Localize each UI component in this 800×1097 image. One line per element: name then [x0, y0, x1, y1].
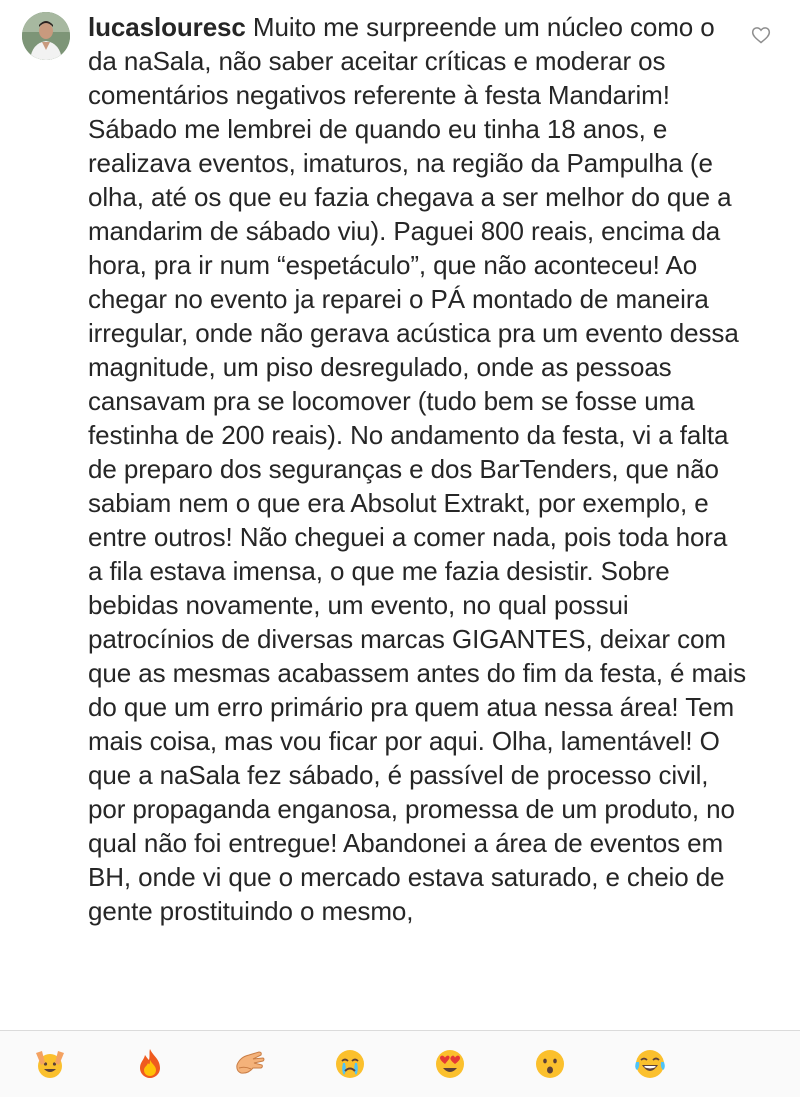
- surprised-face-emoji-icon[interactable]: [533, 1047, 567, 1081]
- heart-eyes-emoji-icon[interactable]: [433, 1047, 467, 1081]
- comment-username[interactable]: lucaslouresc: [88, 12, 246, 42]
- fire-emoji-icon[interactable]: [133, 1047, 167, 1081]
- tears-of-joy-emoji-icon[interactable]: [633, 1047, 667, 1081]
- emoji-reaction-bar: [0, 1031, 800, 1097]
- clapping-hands-emoji-icon[interactable]: [233, 1047, 267, 1081]
- avatar-image: [22, 12, 70, 60]
- comment-body: Muito me surpreende um núcleo como o da naSala, não saber aceitar críticas e moderar os comentários negativos referente à festa Mandarim! Sábado me lembrei de quando eu tinha 18 anos, e realizava eventos, imaturos, na região da Pampulha (e olha, até os que eu fazia chegava a ser melhor do que a mandarim de sábado viu). Paguei 800 reais, encima da hora, pra ir num “espetáculo”, que não aconteceu! Ao chegar no evento ja reparei o PÁ montado de maneira irregular, onde não gerava acústica pra um evento dessa magnitude, um piso desregulado, onde as pessoas cansavam pra se locomover (tudo bem se fosse uma festinha de 200 reais). No andamento da festa, vi a falta de preparo dos seguranças e dos BarTenders, que não sabiam nem o que era Absolut Extrakt, por exemplo, e entre outros! Não cheguei a comer nada, pois toda hora a fila estava imensa, o que me fazia desistir. Sobre bebidas novamente, um evento, no qual possui patrocínios de diversas marcas GIGANTES, deixar com que as mesmas acabassem antes do fim da festa, é mais do que um erro primário pra quem atua nessa área! Tem mais coisa, mas vou ficar por aqui. Olha, lamentável! O que a naSala fez sábado, é passível de processo civil, por propaganda enganosa, promessa de um produto, no qual não foi entregue! Abandonei a área de eventos em BH, onde vi que o mercado estava saturado, e cheio de gente prostituindo o mesmo,: [88, 12, 747, 926]
- like-heart-icon[interactable]: [751, 25, 771, 45]
- raising-hands-emoji-icon[interactable]: [33, 1047, 67, 1081]
- crying-face-emoji-icon[interactable]: [333, 1047, 367, 1081]
- avatar[interactable]: [22, 12, 70, 60]
- comment-text: [88, 10, 748, 928]
